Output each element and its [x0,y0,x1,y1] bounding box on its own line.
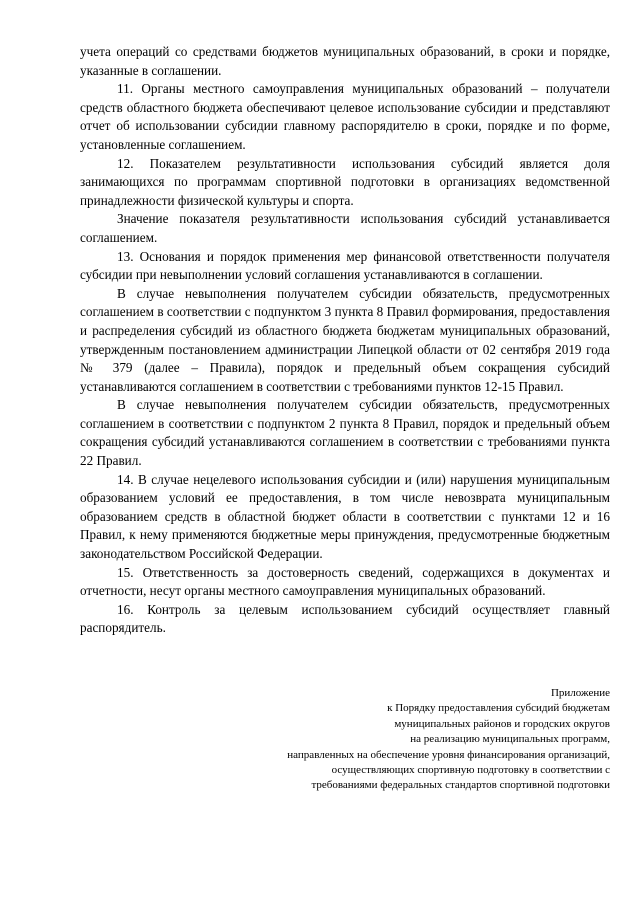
paragraph-item-15: 15. Ответственность за достоверность сведений, содержащихся в документах и отчетности, несут органы местного самоуправления муниципальных образований. [80,564,610,599]
paragraph-continuation: учета операций со средствами бюджетов муниципальных образований, в сроки и порядке, указанные в соглашении. [80,44,610,78]
paragraph-item-16: 16. Контроль за целевым использованием субсидий осуществляет главный распорядитель. [80,601,610,636]
appendix-line: требованиями федеральных стандартов спортивной подготовки [311,779,610,792]
paragraph-item-14: 14. В случае нецелевого использования субсидии и (или) нарушения муниципальным образованием условий ее предоставления, в том числе невозврата муниципальным образованием средств в областной бюджет области в соответствии с пунктами 12 и 16 Правил, к нему применяются бюджетные меры принуждения, предусмотренные бюджетным законодательством Российской Федерации. [80,471,610,562]
appendix-title: Приложение [550,687,610,699]
paragraph-indicator-value: Значение показателя результативности использования субсидий устанавливается соглашением. [80,211,610,245]
paragraph-item-13: 13. Основания и порядок применения мер финансовой ответственности получателя субсидии при невыполнении условий соглашения устанавливаются в соглашении. [80,248,610,283]
appendix-line: муниципальных районов и городских округов [394,717,610,730]
document-body [80,43,610,638]
appendix-line: к Порядку предоставления субсидий бюджетам [387,702,610,715]
appendix-line: на реализацию муниципальных программ, [410,733,610,746]
paragraph-item-12: 12. Показателем результативности использования субсидий является доля занимающихся по программам спортивной подготовки в организациях ведомственной принадлежности физической культуры и спорта. [80,155,610,208]
appendix-line: осуществляющих спортивную подготовку в соответствии с [331,764,610,777]
paragraph-case-subpoint-3: В случае невыполнения получателем субсидии обязательств, предусмотренных соглашением в соответствии с подпунктом 3 пункта 8 Правил формирования, предоставления и распределения субсидий из областного бюджета бюджетам муниципальных образований, утвержденным постановлением администрации Липецкой области от 02 сентября 2019 года № 379 (далее – Правила), порядок и предельный объем сокращения субсидий устанавливаются соглашением в соответствии с требованиями пунктов 12-15 Правил. [80,285,610,394]
paragraph-case-subpoint-2: В случае невыполнения получателем субсидии обязательств, предусмотренных соглашением в соответствии с подпунктом 2 пункта 8 Правил, порядок и предельный объем сокращения субсидий устанавливаются соглашением в соответствии с требованиями пункта 22 Правил. [80,397,610,469]
paragraph-item-11: 11. Органы местного самоуправления муниципальных образований – получатели средств областного бюджета обеспечивают целевое использование субсидии и представляют отчет об использовании субсидии главному распорядителю в сроки, порядке и по форме, установленные соглашением. [80,81,610,152]
appendix-caption [190,686,610,794]
appendix-line: направленных на обеспечение уровня финансирования организаций, [287,748,610,761]
